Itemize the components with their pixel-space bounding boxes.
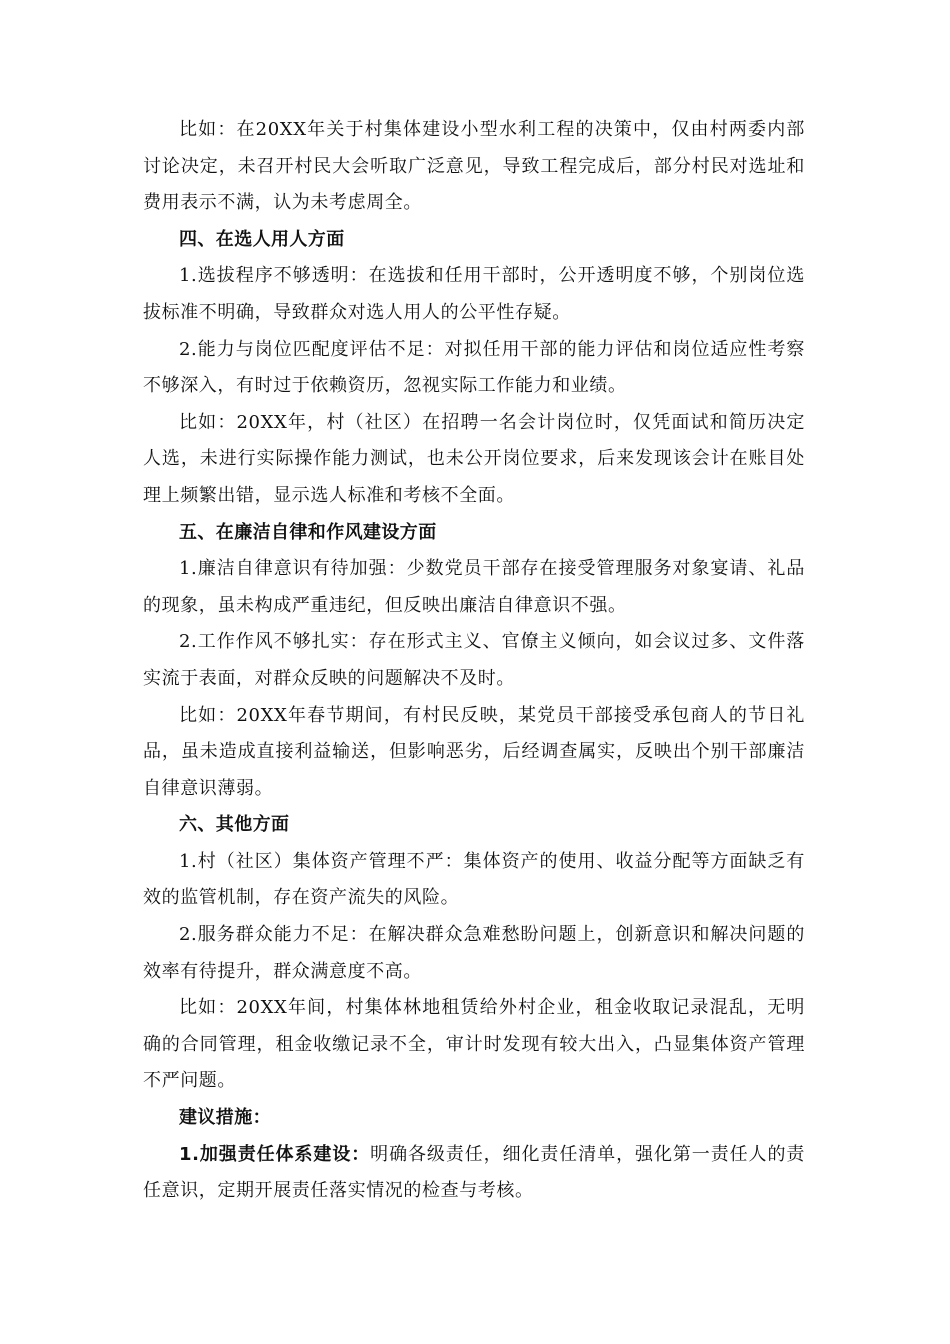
paragraph-example-water-project: 比如：在20XX年关于村集体建设小型水利工程的决策中，仅由村两委内部讨论决定，未召开村民大会听取广泛意见，导致工程完成后，部分村民对选址和费用表示不满，认为未考虑周全。: [143, 119, 805, 214]
paragraph-work-style: 2.工作作风不够扎实：存在形式主义、官僚主义倾向，如会议过多、文件落实流于表面，对群众反映的问题解决不及时。: [143, 631, 805, 689]
document-page: [143, 112, 805, 1210]
section-heading-recommendations: 建议措施：: [179, 1107, 271, 1129]
paragraph-lead-text: 1.加强责任体系建设：: [179, 1143, 371, 1165]
paragraph-selection-transparency: 1.选拔程序不够透明：在选拔和任用干部时，公开透明度不够，个别岗位选拔标准不明确，导致群众对选人用人的公平性存疑。: [143, 265, 805, 323]
paragraph-example-forest-lease: 比如：20XX年间，村集体林地租赁给外村企业，租金收取记录混乱，无明确的合同管理，租金收缴记录不全，审计时发现有较大出入，凸显集体资产管理不严问题。: [143, 997, 805, 1092]
section-heading-other: 六、其他方面: [179, 814, 290, 836]
paragraph-integrity-awareness: 1.廉洁自律意识有待加强：少数党员干部存在接受管理服务对象宴请、礼品的现象，虽未构成严重违纪，但反映出廉洁自律意识不强。: [143, 558, 805, 616]
paragraph-body-text: 明确各级责任，细化责任清单，强化第一责任人的责任意识，定期开展责任落实情况的检查与考核。: [143, 1143, 805, 1202]
paragraph-asset-management: 1.村（社区）集体资产管理不严：集体资产的使用、收益分配等方面缺乏有效的监管机制，存在资产流失的风险。: [143, 850, 805, 909]
paragraph-responsibility-system: [143, 1137, 805, 1210]
paragraph-example-gifts: 比如：20XX年春节期间，有村民反映，某党员干部接受承包商人的节日礼品，虽未造成直接利益输送，但影响恶劣，后经调查属实，反映出个别干部廉洁自律意识薄弱。: [143, 704, 805, 799]
paragraph-ability-matching: 2.能力与岗位匹配度评估不足：对拟任用干部的能力评估和岗位适应性考察不够深入，有时过于依赖资历，忽视实际工作能力和业绩。: [143, 338, 805, 397]
section-heading-integrity: 五、在廉洁自律和作风建设方面: [179, 521, 437, 543]
paragraph-service-ability: 2.服务群众能力不足：在解决群众急难愁盼问题上，创新意识和解决问题的效率有待提升，群众满意度不高。: [143, 924, 805, 982]
section-heading-personnel: 四、在选人用人方面: [179, 228, 345, 250]
paragraph-example-accountant: 比如：20XX年，村（社区）在招聘一名会计岗位时，仅凭面试和简历决定人选，未进行实际操作能力测试，也未公开岗位要求，后来发现该会计在账目处理上频繁出错，显示选人标准和考核不全面。: [143, 411, 805, 506]
